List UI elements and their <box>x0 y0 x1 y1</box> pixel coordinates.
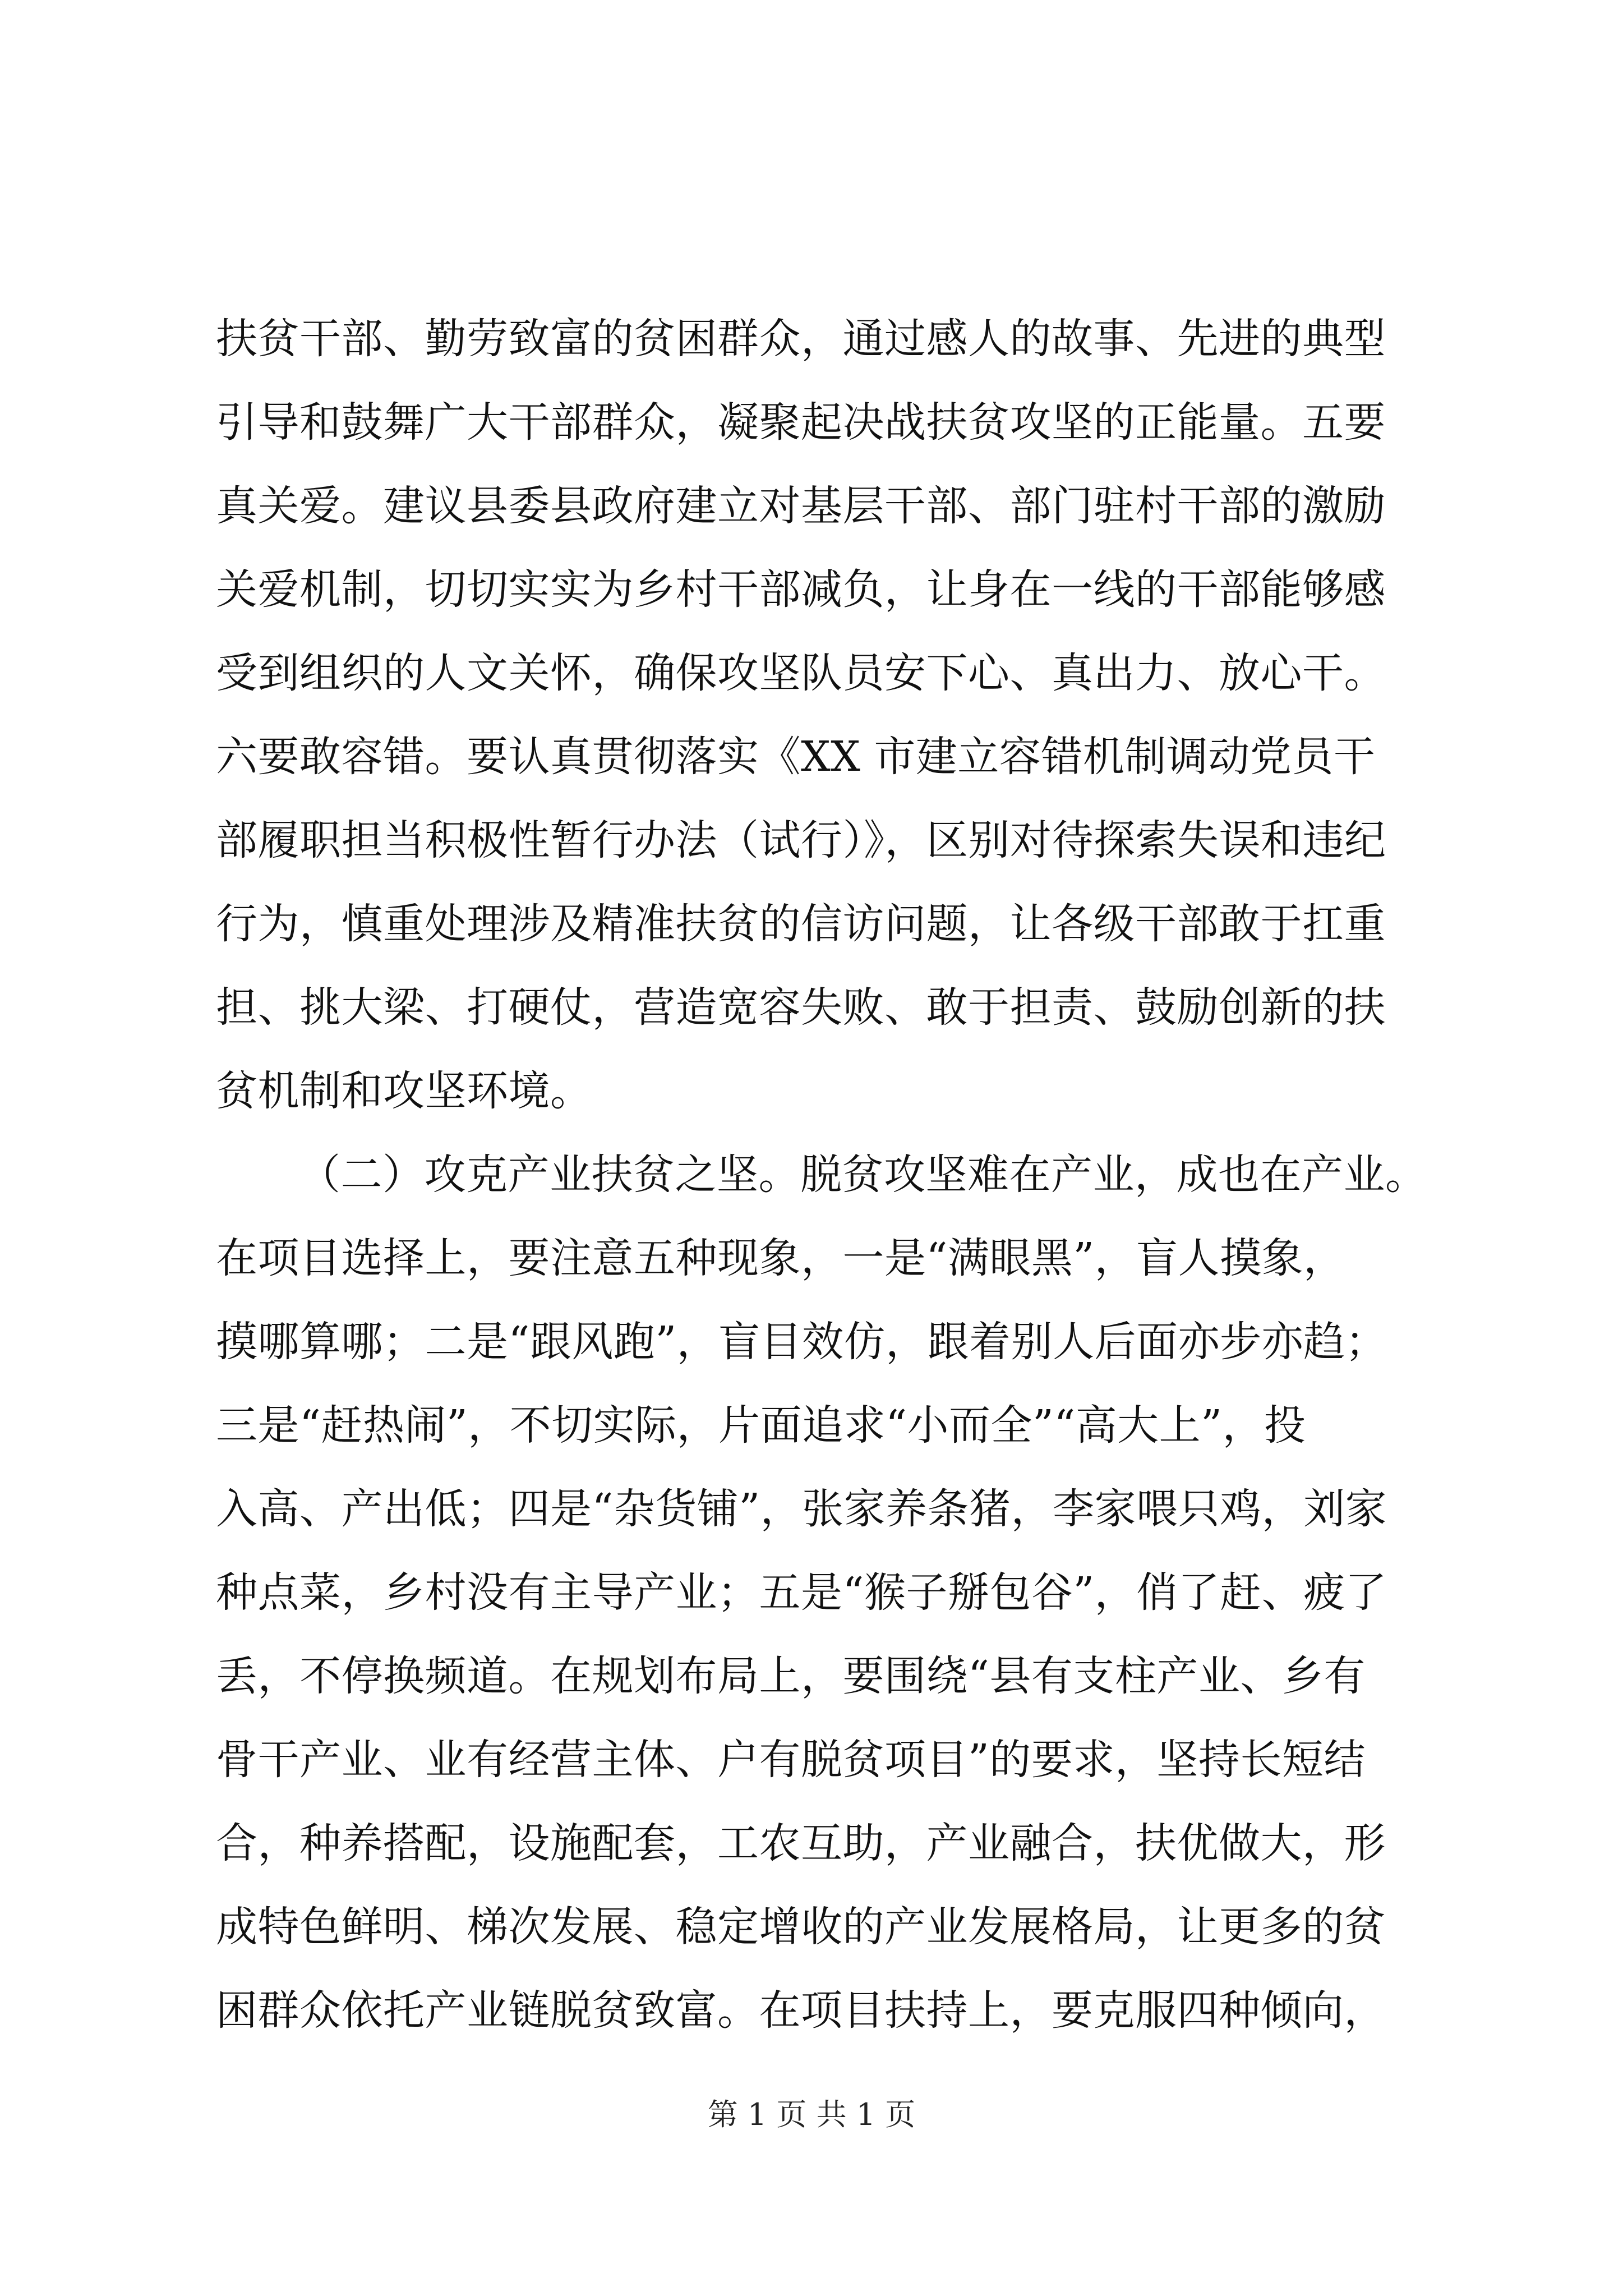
text-line: 在项目选择上，要注意五种现象，一是“满眼黑”，盲人摸象， <box>216 1234 1345 1282</box>
section-heading-line: （二）攻克产业扶贫之坚。脱贫攻坚难在产业，成也在产业。 <box>299 1151 1427 1199</box>
text-line: 骨干产业、业有经营主体、户有脱贫项目”的要求，坚持长短结 <box>216 1736 1366 1784</box>
text-line: 受到组织的人文关怀，确保攻坚队员安下心、真出力、放心干。 <box>216 649 1386 697</box>
text-line: 合，种养搭配，设施配套，工农互助，产业融合，扶优做大，形 <box>216 1819 1386 1867</box>
text-line: 入高、产出低；四是“杂货铺”，张家养条猪，李家喂只鸡，刘家 <box>216 1485 1387 1533</box>
text-line: 三是“赶热闹”，不切实际，片面追求“小而全”“高大上”，投 <box>216 1401 1306 1450</box>
text-line: 成特色鲜明、梯次发展、稳定增收的产业发展格局，让更多的贫 <box>216 1903 1386 1951</box>
text-line: 六要敢容错。要认真贯彻落实《XX 市建立容错机制调动党员干 <box>216 733 1376 781</box>
text-line: 摸哪算哪；二是“跟风跑”，盲目效仿，跟着别人后面亦步亦趋； <box>216 1318 1387 1366</box>
text-line: 真关爱。建议县委县政府建立对基层干部、部门驻村干部的激励 <box>216 482 1386 530</box>
text-line: 担、挑大梁、打硬仗，营造宽容失败、敢于担责、鼓励创新的扶 <box>216 983 1386 1032</box>
text-line: 丢，不停换频道。在规划布局上，要围绕“县有支柱产业、乡有 <box>216 1652 1366 1700</box>
body-text <box>216 297 1427 2053</box>
text-line: 贫机制和攻坚环境。 <box>216 1067 592 1115</box>
text-line: 行为，慎重处理涉及精准扶贫的信访问题，让各级干部敢于扛重 <box>216 900 1386 948</box>
text-line: 困群众依托产业链脱贫致富。在项目扶持上，要克服四种倾向， <box>216 1986 1386 2035</box>
page-footer: 第 1 页 共 1 页 <box>707 2097 916 2132</box>
text-line: 引导和鼓舞广大干部群众，凝聚起决战扶贫攻坚的正能量。五要 <box>216 398 1386 447</box>
text-line: 种点菜，乡村没有主导产业；五是“猴子掰包谷”，俏了赶、疲了 <box>216 1568 1387 1617</box>
text-line: 扶贫干部、勤劳致富的贫困群众，通过感人的故事、先进的典型 <box>216 315 1386 363</box>
text-line: 关爱机制，切切实实为乡村干部减负，让身在一线的干部能够感 <box>216 565 1386 614</box>
text-line: 部履职担当积极性暂行办法（试行）》，区别对待探索失误和违纪 <box>216 816 1386 864</box>
